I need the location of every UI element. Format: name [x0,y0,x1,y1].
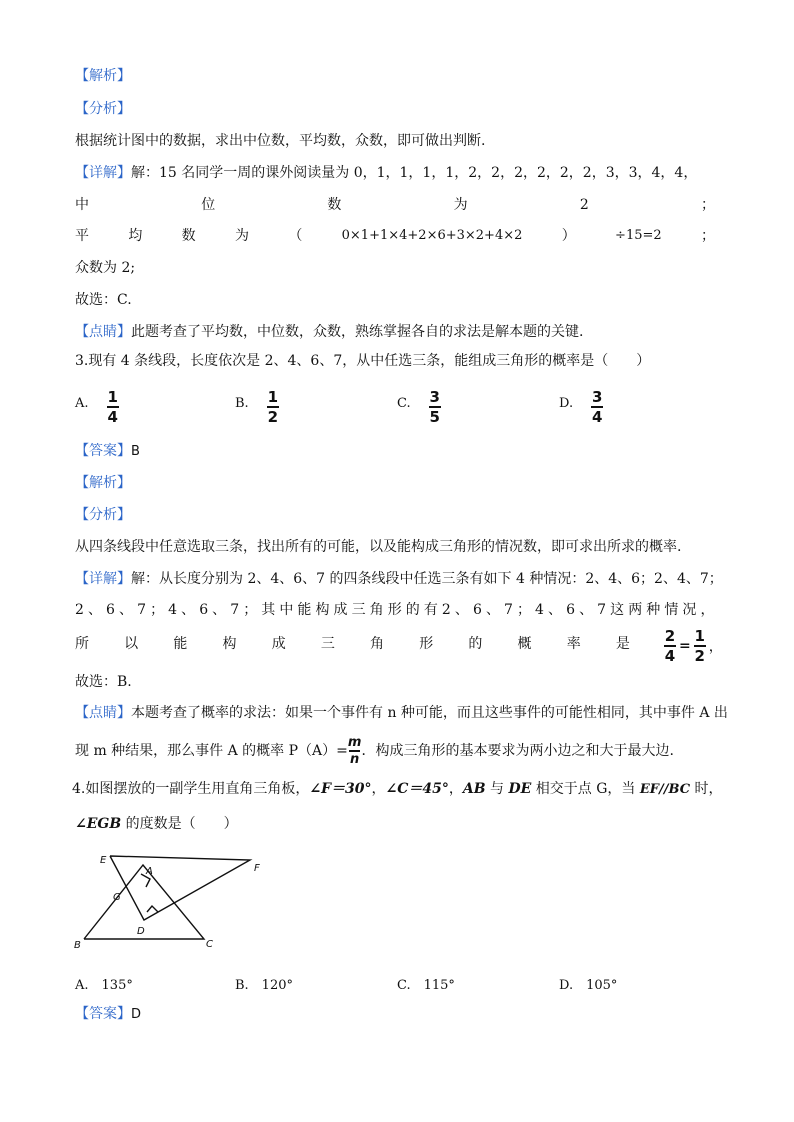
text-char: 种 [646,602,661,618]
text-char: 为 [234,228,249,244]
q3-xiangjie-line [75,569,723,589]
q3-answer-choice: 故选：B. [75,674,132,690]
text-segment: 的度数是（ ） [121,816,238,832]
q3-option-c [397,389,441,425]
text-char: 所 [75,636,89,652]
text-char: 2 [75,602,84,618]
text-char: 这 [610,602,625,618]
angle-egb-expression: ∠EGB [75,816,122,832]
option-fraction [591,389,603,425]
text-char: 平 [75,228,89,244]
label-f: F [254,863,260,874]
text-char: 角 [370,636,385,652]
m-over-n-fraction [348,736,362,766]
xiangjie-tag: 【详解】 [75,165,131,181]
parallel-expression: EF//BC [639,782,691,797]
numerator: 2 [664,627,676,645]
text-char: 的 [405,602,420,618]
q3-xiangjie-text: 解：从长度分别为 2、4、6、7 的四条线段中任选三条有如下 4 种情况：2、4、6；2、4、7； [131,571,723,587]
option-fraction [267,389,279,425]
text-char: 况 [682,602,697,618]
text-char: 、 [212,602,227,618]
text-char: ， [700,602,715,618]
denominator: n [350,752,360,767]
option-letter: A. [75,395,89,411]
text-segment: ， [448,781,463,797]
numerator: 1 [694,627,705,645]
text-segment: ．构成三角形的基本要求为两小边之和大于最大边. [361,743,674,759]
q4-option-c: C. 115° [397,978,455,993]
text-char: ； [700,228,715,244]
denominator: 4 [592,408,603,426]
q2-answer-line: 故选：C. [75,292,132,308]
text-segment: 相交于点 G，当 [531,781,640,797]
text-char: 其 [261,602,276,618]
q3-result-expression [664,628,723,664]
daan-tag: 【答案】 [75,443,131,459]
label-a: A [146,866,153,877]
text-char: 以 [124,636,139,652]
text-char: 6 [472,602,482,618]
text-char: 4 [168,602,178,618]
text-char: ） [561,228,576,244]
angle-f-expression: ∠F＝30° [309,781,372,797]
q2-dianjing-line [75,322,583,342]
q3-probability-line [75,634,630,654]
text-segment: 4.如图摆放的一副学生用直角三角板， [72,781,310,797]
q3-option-d [559,389,603,425]
text-char: 的 [468,636,483,652]
q2-xiangjie-line [75,163,697,183]
q3-option-a [75,389,119,425]
jiexi-tag: 【解析】 [75,68,131,84]
q3-answer-line [75,441,140,462]
q3-answer: B [131,444,140,459]
text-char: 2 [441,602,451,618]
text-char: 、 [579,602,594,618]
text-char: ； [700,197,715,213]
q4-option-b: B. 120° [235,978,293,993]
text-segment: ， [371,781,386,797]
dianjing-tag: 【点睛】 [75,324,131,340]
xiangjie-tag: 【详解】 [75,571,131,587]
text-char: 构 [222,636,237,652]
q3-stem: 3.现有 4 条线段，长度依次是 2、4、6、7，从中任选三条，能组成三角形的概率是（ ） [75,353,651,369]
denominator: 2 [694,647,705,665]
text-segment: 与 [485,781,509,797]
option-letter: B. [235,395,249,411]
daan-tag: 【答案】 [75,1006,131,1022]
q2-dianjing-text: 此题考查了平均数，中位数，众数，熟练掌握各自的求法是解本题的关键. [131,324,584,340]
option-fraction [429,389,441,425]
angle-c-expression: ∠C＝45° [385,781,449,797]
text-char: 位 [201,197,216,213]
text-char: ； [243,602,258,618]
numerator: 1 [267,388,279,406]
text-char: 有 [423,602,438,618]
right-angle-mark-d [147,906,158,912]
text-char: 6 [106,602,115,618]
text-char: 是 [615,636,630,652]
text-char: 、 [548,602,563,618]
fenxi-tag: 【分析】 [75,507,131,523]
q2-mean-line [75,226,715,246]
text-char: 数 [181,228,196,244]
text-char: 数 [327,197,342,213]
text-char: 6 [199,602,209,618]
text-char: ÷15=2 [615,228,662,243]
text-char: 7 [137,602,147,618]
text-char: 能 [297,602,312,618]
text-char: ， [708,639,723,655]
text-char: 形 [419,636,434,652]
text-segment: 时， [690,781,723,797]
text-char: ； [150,602,165,618]
q2-mode-line: 众数为 2; [75,260,136,276]
triangle-figure [70,850,270,955]
fenxi-tag: 【分析】 [75,101,131,117]
q3-fenxi-text: 从四条线段中任意选取三条，找出所有的可能，以及能构成三角形的情况数，即可求出所求的概率. [75,539,682,555]
text-char: 中 [279,602,294,618]
denominator: 5 [429,408,440,426]
text-char: 形 [387,602,402,618]
text-char: 中 [75,197,89,213]
q2-median-line [75,195,715,215]
equals-sign: = [679,638,691,654]
text-char: （ [288,228,303,244]
text-char: 、 [119,602,134,618]
text-char: 成 [271,636,286,652]
text-char: 7 [597,602,607,618]
text-char: 成 [333,602,348,618]
option-letter: C. [397,395,411,411]
q4-option-a: A. 135° [75,978,133,993]
text-char: 两 [628,602,643,618]
segment-ab: AB [462,781,486,797]
q2-xiangjie-text: 解：15 名同学一周的课外阅读量为 0，1，1，1，1，2，2，2，2，2，2，3，3，4，4， [131,165,698,181]
q3-dianjing-text: 本题考查了概率的求法：如果一个事件有 n 种可能，而且这些事件的可能性相同，其中事件 A 出 [131,705,728,721]
segment-de: DE [508,781,532,797]
numerator: 3 [592,388,603,406]
text-char: 、 [181,602,196,618]
text-char: 7 [504,602,513,618]
numerator: 3 [429,388,440,406]
option-letter: D. [559,395,574,411]
q4-stem-line1 [72,779,723,800]
q4-stem-line2 [75,814,238,834]
text-char: 6 [566,602,576,618]
numerator: m [347,735,362,750]
text-char: 、 [87,602,102,618]
option-fraction [107,389,119,425]
text-char: 4 [535,602,544,618]
label-b: B [74,940,81,951]
text-char: 三 [320,636,335,652]
dianjing-tag: 【点睛】 [75,705,131,721]
result-fraction [694,628,706,664]
text-char: 、 [454,602,469,618]
text-char: 率 [566,636,581,652]
text-char: 2 [579,197,589,213]
denominator: 4 [107,408,118,426]
q4-option-d: D. 105° [559,978,618,993]
text-char: 概 [517,636,532,652]
q4-answer: D [131,1007,142,1022]
text-char: 角 [369,602,384,618]
q3-dianjing-line2 [75,736,674,766]
result-fraction [664,628,676,664]
text-char: 情 [664,602,679,618]
denominator: 2 [267,408,279,426]
text-char: 为 [453,197,468,213]
text-char: 能 [173,636,188,652]
text-char: 7 [230,602,240,618]
label-d: D [137,926,145,937]
numerator: 1 [107,388,118,406]
text-char: 均 [128,228,143,244]
q3-dianjing-line [75,703,728,723]
label-e: E [100,855,107,866]
text-char: 、 [485,602,500,618]
jiexi-tag: 【解析】 [75,475,131,491]
text-char: ； [516,602,531,618]
label-g: G [113,892,121,903]
denominator: 4 [664,647,676,665]
q3-cases-line [75,600,715,620]
q2-fenxi-text: 根据统计图中的数据，求出中位数，平均数，众数，即可做出判断. [75,133,486,149]
text-char: 三 [351,602,366,618]
text-char: 构 [315,602,330,618]
q4-answer-line [75,1004,141,1025]
label-c: C [206,939,213,950]
text-segment: 现 m 种结果，那么事件 A 的概率 P（A）= [75,743,348,759]
mean-expression: 0×1+1×4+2×6+3×2+4×2 [341,228,523,243]
q3-option-b [235,389,279,425]
